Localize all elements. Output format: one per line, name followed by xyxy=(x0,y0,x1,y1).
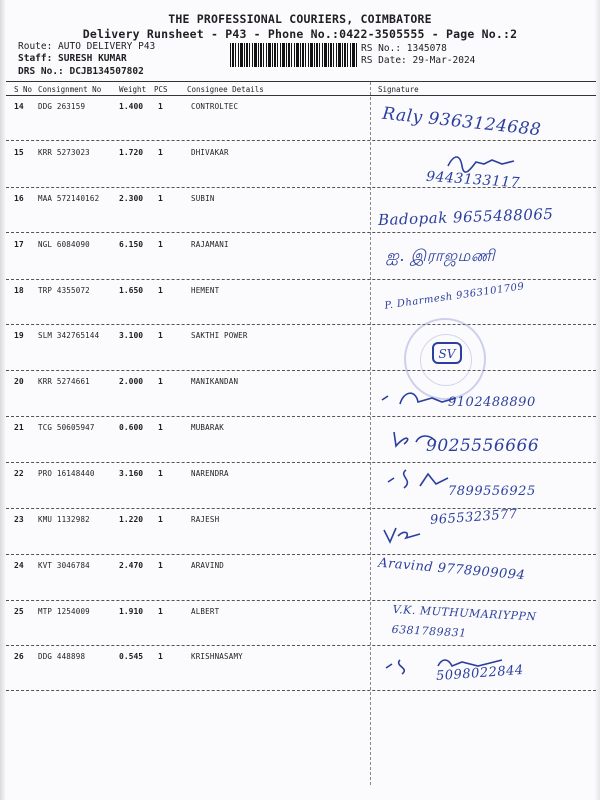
row-sno: 22 xyxy=(14,469,24,478)
row-sno: 21 xyxy=(14,423,24,432)
row-consignment: MTP 1254009 xyxy=(38,607,90,616)
row-sno: 14 xyxy=(14,102,24,111)
row-consignee: MANIKANDAN xyxy=(191,377,239,386)
row-weight: 0.600 xyxy=(119,423,144,432)
row-consignment: TRP 4355072 xyxy=(38,286,90,295)
col-header-consignment: Consignment No xyxy=(38,85,102,94)
row-consignment: KRR 5273023 xyxy=(38,148,90,157)
row-consignee: MUBARAK xyxy=(191,423,225,432)
signature-15: 9443133117 xyxy=(425,168,521,192)
row-pcs: 1 xyxy=(158,148,163,157)
row-consignee: HEMENT xyxy=(191,286,220,295)
row-pcs: 1 xyxy=(158,331,163,340)
rs-date: RS Date: 29-Mar-2024 xyxy=(361,55,476,66)
row-weight: 3.100 xyxy=(119,331,144,340)
row-sno: 20 xyxy=(14,377,24,386)
runsheet-title: Delivery Runsheet - P43 - Phone No.:0422-3505555 - Page No.:2 xyxy=(82,27,518,41)
row-weight: 1.720 xyxy=(119,148,144,157)
row-weight: 1.220 xyxy=(119,515,144,524)
signature-22: 7899556925 xyxy=(448,484,536,499)
barcode xyxy=(230,43,358,67)
table-header-rule xyxy=(6,95,596,96)
col-header-sno: S No xyxy=(14,85,33,94)
row-pcs: 1 xyxy=(158,377,163,386)
signature-23: 9655323577 xyxy=(429,506,519,529)
row-divider xyxy=(6,600,596,601)
row-sno: 24 xyxy=(14,561,24,570)
row-pcs: 1 xyxy=(158,652,163,661)
signature-20: 9102488890 xyxy=(448,395,536,410)
signature-17: ஐ. இராஜமணி xyxy=(386,246,496,265)
col-header-pcs: PCS xyxy=(154,85,168,94)
signature-19: SV xyxy=(432,342,462,364)
row-pcs: 1 xyxy=(158,469,163,478)
row-consignment: PRO 16148440 xyxy=(38,469,95,478)
row-sno: 15 xyxy=(14,148,24,157)
row-weight: 1.650 xyxy=(119,286,144,295)
row-consignment: NGL 6084090 xyxy=(38,240,90,249)
row-divider xyxy=(6,324,596,325)
row-consignee: ALBERT xyxy=(191,607,220,616)
row-divider xyxy=(6,279,596,280)
table-top-rule xyxy=(6,81,596,82)
route-label: Route: AUTO DELIVERY P43 xyxy=(18,41,156,52)
row-consignee: KRISHNASAMY xyxy=(191,652,243,661)
staff-label: Staff: SURESH KUMAR xyxy=(18,53,127,64)
row-sno: 16 xyxy=(14,194,24,203)
row-weight: 0.545 xyxy=(119,652,144,661)
row-weight: 2.000 xyxy=(119,377,144,386)
row-consignee: CONTROLTEC xyxy=(191,102,239,111)
rs-number: RS No.: 1345078 xyxy=(361,43,447,54)
row-divider xyxy=(6,690,596,691)
row-sno: 19 xyxy=(14,331,24,340)
col-header-consignee: Consignee Details xyxy=(187,85,264,94)
row-consignment: DDG 263159 xyxy=(38,102,86,111)
row-pcs: 1 xyxy=(158,286,163,295)
row-pcs: 1 xyxy=(158,194,163,203)
row-consignee: SAKTHI POWER xyxy=(191,331,248,340)
row-consignee: SUBIN xyxy=(191,194,215,203)
row-pcs: 1 xyxy=(158,561,163,570)
row-consignment: TCG 50605947 xyxy=(38,423,95,432)
row-consignment: DDG 448898 xyxy=(38,652,86,661)
row-pcs: 1 xyxy=(158,423,163,432)
row-consignment: SLM 342765144 xyxy=(38,331,100,340)
signature-26: 5098022844 xyxy=(435,662,525,685)
row-consignee: RAJESH xyxy=(191,515,220,524)
row-consignment: KVT 3046784 xyxy=(38,561,90,570)
row-consignment: KMU 1132982 xyxy=(38,515,90,524)
col-header-weight: Weight xyxy=(119,85,147,94)
drs-label: DRS No.: DCJB134507802 xyxy=(18,66,144,77)
row-pcs: 1 xyxy=(158,240,163,249)
row-sno: 17 xyxy=(14,240,24,249)
row-pcs: 1 xyxy=(158,607,163,616)
signature-14: Raly 9363124688 xyxy=(381,103,543,141)
row-weight: 1.910 xyxy=(119,607,144,616)
row-weight: 6.150 xyxy=(119,240,144,249)
signature-24: Aravind 9778909094 xyxy=(377,555,526,584)
row-divider xyxy=(6,416,596,417)
row-divider xyxy=(6,370,596,371)
row-consignee: NARENDRA xyxy=(191,469,229,478)
row-sno: 23 xyxy=(14,515,24,524)
row-sno: 25 xyxy=(14,607,24,616)
row-weight: 3.160 xyxy=(119,469,144,478)
row-sno: 26 xyxy=(14,652,24,661)
row-pcs: 1 xyxy=(158,102,163,111)
row-weight: 1.400 xyxy=(119,102,144,111)
row-consignment: MAA 572140162 xyxy=(38,194,100,203)
row-consignment: KRR 5274661 xyxy=(38,377,90,386)
col-header-signature: Signature xyxy=(378,85,419,94)
row-consignee: ARAVIND xyxy=(191,561,225,570)
row-weight: 2.300 xyxy=(119,194,144,203)
row-divider xyxy=(6,140,596,141)
signature-25: V.K. MUTHUMARIYPPN 6381789831 xyxy=(391,602,537,640)
row-sno: 18 xyxy=(14,286,24,295)
row-divider xyxy=(6,462,596,463)
row-consignee: RAJAMANI xyxy=(191,240,229,249)
row-pcs: 1 xyxy=(158,515,163,524)
signature-16: Badopak 9655488065 xyxy=(377,204,554,230)
row-divider xyxy=(6,232,596,233)
signature-21: 9025556666 xyxy=(426,436,540,456)
row-weight: 2.470 xyxy=(119,561,144,570)
company-title: THE PROFESSIONAL COURIERS, COIMBATORE xyxy=(168,12,432,26)
row-consignee: DHIVAKAR xyxy=(191,148,229,157)
row-divider xyxy=(6,554,596,555)
signature-scribble-23 xyxy=(380,522,430,544)
signature-18: P. Dharmesh 9363101709 xyxy=(383,281,526,312)
